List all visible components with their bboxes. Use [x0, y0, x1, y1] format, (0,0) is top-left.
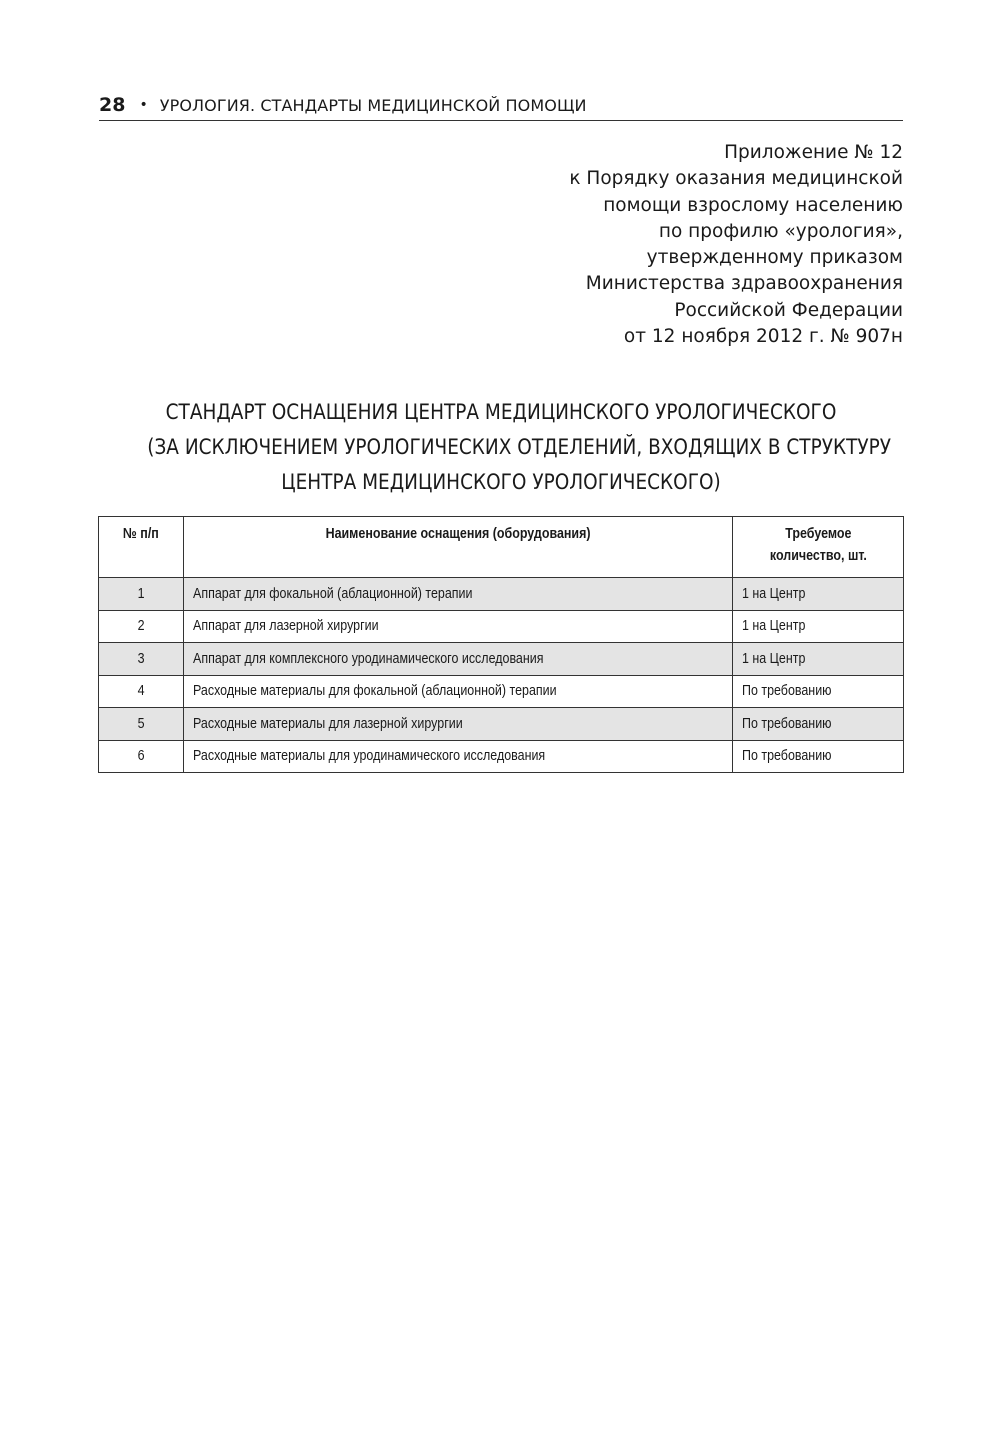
cell-name: Расходные материалы для уродинамического исследования	[184, 740, 733, 773]
cell-name: Аппарат для комплексного уродинамического исследования	[184, 643, 733, 676]
table-header-row	[99, 517, 904, 578]
table-row	[99, 578, 904, 611]
cell-num: 5	[99, 708, 184, 741]
appendix-line: утвержденному приказом	[646, 247, 903, 269]
running-header	[99, 90, 903, 121]
running-title: УРОЛОГИЯ. СТАНДАРТЫ МЕДИЦИНСКОЙ ПОМОЩИ	[159, 95, 587, 115]
cell-num: 6	[99, 740, 184, 773]
cell-num: 2	[99, 610, 184, 643]
header-qty-line2: количество, шт.	[769, 548, 867, 564]
cell-num: 3	[99, 643, 184, 676]
appendix-line: Российской Федерации	[674, 299, 903, 321]
header-name: Наименование оснащения (оборудования)	[184, 517, 733, 578]
table-row	[99, 643, 904, 676]
equipment-table	[98, 516, 904, 773]
document-title	[147, 395, 892, 500]
bullet-separator: •	[139, 97, 148, 113]
appendix-line: помощи взрослому населению	[603, 194, 903, 216]
cell-name: Расходные материалы для фокальной (аблационной) терапии	[184, 675, 733, 708]
appendix-line: Министерства здравоохранения	[585, 273, 903, 295]
cell-qty: 1 на Центр	[733, 643, 904, 676]
cell-name: Расходные материалы для лазерной хирургии	[184, 708, 733, 741]
title-line: (ЗА ИСКЛЮЧЕНИЕМ УРОЛОГИЧЕСКИХ ОТДЕЛЕНИЙ, ВХОДЯЩИХ В СТРУКТУРУ	[147, 435, 892, 459]
cell-qty: По требованию	[733, 740, 904, 773]
cell-qty: По требованию	[733, 675, 904, 708]
appendix-line: от 12 ноября 2012 г. № 907н	[623, 326, 903, 348]
title-line: СТАНДАРТ ОСНАЩЕНИЯ ЦЕНТРА МЕДИЦИНСКОГО УРОЛОГИЧЕСКОГО	[165, 400, 837, 424]
header-num: № п/п	[99, 517, 184, 578]
cell-qty: 1 на Центр	[733, 610, 904, 643]
appendix-line: по профилю «урология»,	[658, 220, 903, 242]
appendix-line: к Порядку оказания медицинской	[569, 168, 903, 190]
cell-qty: 1 на Центр	[733, 578, 904, 611]
page-number: 28	[99, 94, 126, 116]
header-qty-line1: Требуемое	[784, 526, 852, 542]
header-qty	[733, 517, 904, 578]
title-line: ЦЕНТРА МЕДИЦИНСКОГО УРОЛОГИЧЕСКОГО)	[281, 470, 721, 494]
table-row	[99, 675, 904, 708]
table-row	[99, 708, 904, 741]
appendix-reference	[569, 140, 903, 350]
table-row	[99, 610, 904, 643]
cell-qty: По требованию	[733, 708, 904, 741]
cell-name: Аппарат для лазерной хирургии	[184, 610, 733, 643]
cell-num: 4	[99, 675, 184, 708]
cell-num: 1	[99, 578, 184, 611]
cell-name: Аппарат для фокальной (аблационной) терапии	[184, 578, 733, 611]
table-row	[99, 740, 904, 773]
appendix-line: Приложение № 12	[724, 142, 903, 163]
